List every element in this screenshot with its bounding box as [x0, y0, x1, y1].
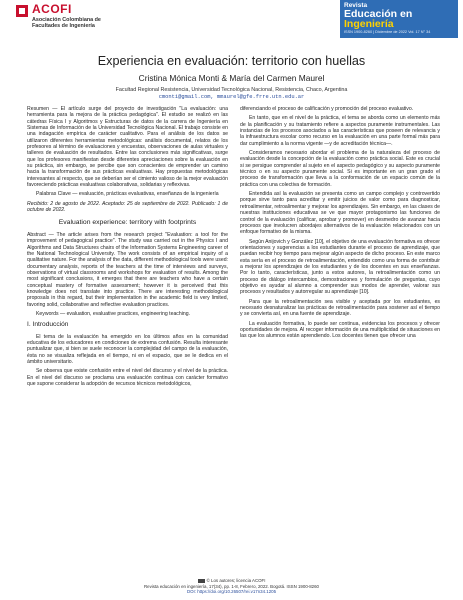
right-paragraph-6: Para que la retroalimentación sea visible y aceptada por los estudiantes, es necesario desnaturalizar las prácticas de retroalimentación para sostener así el tiempo y se convierta así, en una fuente de aprendizaje.	[240, 298, 440, 318]
paper-title: Experiencia en evaluación: territorio con huellas	[97, 54, 366, 68]
citation-line: Revista educación en ingeniería, 17(34), pp. 1-8, Febrero, 2022. Bogotá. ISSN 1900-8260	[143, 583, 319, 589]
journal-issn: ISSN 1900-8260 | Diciembre de 2022 Vol. 17 N° 34	[344, 30, 431, 34]
english-title: Evaluation experience: territory with footprints	[58, 218, 197, 226]
journal-title-highlight: Ingeniería	[344, 18, 394, 30]
acofi-subtitle: Asociación Colombiana de Facultades de Ingeniería	[32, 17, 101, 30]
author-emails[interactable]: cmonti@gmail.com, mmaurel@gfe.frre.utn.edu.ar	[158, 93, 305, 100]
publication-dates: Recibido: 2 de agosto de 2022. Aceptado: 25 de septiembre de 2022. Publicado: 1 de octubre de 2022.	[27, 200, 228, 214]
left-column	[27, 106, 228, 390]
right-paragraph-2: En tanto, que en el nivel de la práctica, el tema se aborda como un elemento más de la planificación y su tratamiento refiere a aspectos puramente instrumentales. Las instancias de los procesos asociados a las características que poseen de relevancia y la infraestructura escolar como recurso en la evaluación en una parte formal más para dar cumplimiento a la norma vigente —y de acreditación técnica—.	[240, 115, 440, 147]
keywords: Keywords — evaluation, evaluative practices, engineering teaching.	[36, 310, 191, 317]
cc-license-icon	[198, 579, 205, 583]
journal-title-prefix: Educación en	[344, 8, 413, 20]
intro-paragraph-1: El tema de la evaluación ha emergido en los últimos años en la comunidad educativa de los educadores en condiciones de extrema confusión. Resulta interesante puntualizar que, si bien se suele reconocer la complejidad del campo de la evaluación, ésta no se visualiza reflejada en el tiempo, ni en el espacio, que se le dedica en el ámbito universitario.	[27, 333, 228, 366]
right-paragraph-5: Según Anijovich y González [10], el objetivo de una evaluación formativa es ofrecer orientaciones y sugerencias a los estudiantes durante el proceso de aprendizaje, que puedan recibir hoy tiempo para mejorar algún aspecto de dicho proceso. En este marco esta sería en el proceso de retroalimentación, entendido como una forma de contribuir a mejorar los aprendizajes de los estudiantes y de los docentes en sus enseñanzas. Por lo tanto, características, junto a estos autores, la retroalimentación como un proceso de diálogo intercambios, demostraciones y formulación de preguntas, cuyo objetivo es ayudar al alumno a comprender sus modos de aprender, valorar sus procesos y resultados y autorregular su aprendizaje [10].	[240, 238, 440, 296]
journal-title	[344, 9, 456, 29]
acofi-name: ACOFI	[32, 2, 72, 16]
resumen-paragraph: Resumen — El artículo surge del proyecto de investigación "La evaluación: una herramienta para la mejora de la práctica pedagógica". El estudio se realizó en las cátedras Física I y Algoritmos y Estructuras de datos de la carrera de Ingeniería en Sistemas de Información de la Universidad Tecnológica Nacional. El trabajo consiste en una indagación empírica de carácter cualitativo. Para el análisis de los datos se utilizaron diferentes herramientas metodológicas: análisis documental, relatos de los profesores al término de evaluaciones y encuestas, observaciones de aulas virtuales y talleres de evaluación de resultados. Entre las conclusiones más significativas, surge que los profesores manifiestan desde diferentes apreciaciones sobre la evaluación en su práctica, sin embargo, se percibe que son conscientes de emprender un camino hacia la transformación de sus prácticas evaluativas. Hay propuestas metodológicas interesantes al respecto, que se deberían ser el cimiento valioso de la mejor evaluación favoreciendo prácticas evaluativas colaborativas, solidarias y reflexivas.	[27, 106, 228, 189]
right-column	[240, 106, 440, 343]
paper-affiliation	[0, 87, 463, 100]
journal-label: Revista	[344, 2, 368, 9]
page-header	[0, 0, 463, 46]
page-footer	[0, 578, 463, 595]
journal-banner	[340, 0, 458, 38]
intro-heading: I. Introducción	[27, 321, 69, 329]
abstract-paragraph: Abstract — The article arises from the research project "Evaluation: a tool for the improvement of pedagogical practice". The study was carried out in the Physics I and Algorithms and Data Structures chairs of the Information Systems Engineering career of the National Technological University. The work consists of an empirical inquiry of a qualitative nature. For the analysis of the data, different methodological tools were used: documentary analysis, reports of the teachers at the time of interviews and surveys, observations of virtual classrooms and workshops for evaluation of results. Among the most significant conclusions, it emerges that there are teachers who have a certain conceptual mastery of formative assessment; however it is perceived that this knowledge does not translate into practice. There are interesting methodological proposals in this regard, but their implementation in the academic field is very limited, favoring solid, collaborative and reflective evaluation practices.	[27, 231, 228, 308]
license-text: © Los autores; licencia ACOFI	[206, 578, 266, 583]
right-paragraph-4: Entendida así la evaluación se presenta como un campo complejo y controvertido porque sirve tanto para acreditar y emitir juicios de valor como para diagnosticar, retroalimentar, retroalimentar y mejorar los aprendizajes. Sin embargo, en las clases de nuestras instituciones educativas se ve que mayor protagonismo las funciones de control de la evaluación (calificar, aprobar y promover) en desmedro de avanzar hacia procesos que involucren abordajes alternativos de la evaluación relacionados con un enfoque formativo de la misma.	[240, 191, 440, 236]
doi-link[interactable]: DOI: https://doi.org/10.26507/rei.v17n34.1205	[186, 589, 277, 595]
right-paragraph-7: La evaluación formativa, lo puede ser continua, evidencias los procesos y ofrecer oportunidades de mejora. Al recoger información de una multiplicidad de situaciones en las que los alumnos están aprendiendo. Los docentes tienen que ofrecer una	[240, 320, 440, 340]
palabras-clave: Palabras Clave — evaluación, prácticas evaluativas, enseñanza de la ingeniería	[36, 191, 219, 198]
acofi-mark-icon	[16, 5, 28, 17]
acofi-logo	[16, 2, 136, 42]
affiliation-text: Facultad Regional Resistencia, Universidad Tecnológica Nacional, Resistencia, Chaco, Argentina	[115, 87, 348, 93]
right-paragraph-3: Consideramos necesario abordar el problema de la naturaleza del proceso de evaluación desde la concepción de la evaluación como práctica social. Este es crucial si se persigue comprender al sujeto en el aspecto pedagógico y su aspecto puramente técnico o en su aspecto puramente social. Si es importante en un gran grado el proceso de transformación que lleva a la conformación de un espacio común de la práctica con una colectiva de formación.	[240, 150, 440, 188]
right-paragraph-1: diferenciando el proceso de calificación y promoción del proceso evaluativo.	[240, 106, 414, 112]
intro-paragraph-2: Se observa que existe confusión entre el nivel del discurso y el nivel de la práctica. En el nivel del discurso se proclama una evaluación continua con carácter formativo que supone considerar la adopción de recursos técnicos metodológicos,	[27, 368, 228, 388]
paper-authors: Cristina Mónica Monti & María del Carmen Maurel	[138, 73, 325, 83]
